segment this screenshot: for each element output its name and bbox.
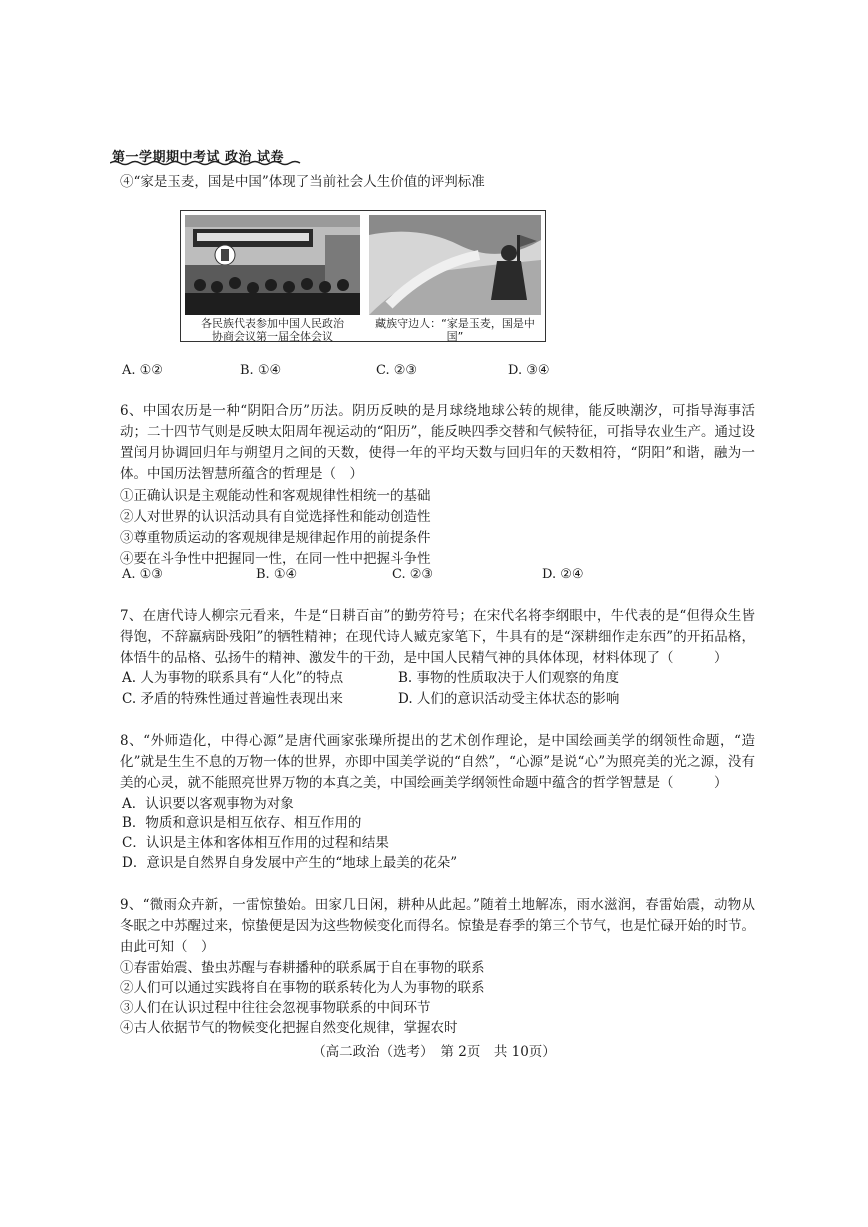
border-guard-photo [369, 215, 541, 315]
q7-option-d[interactable]: D. 人们的意识活动受主体状态的影响 [398, 691, 620, 707]
q6-option-d[interactable]: D. ②④ [542, 567, 584, 582]
q8-option-c[interactable]: C．认识是主体和客体相互作用的过程和结果 [122, 835, 389, 851]
caption-left-line-1: 各民族代表参加中国人民政治 [201, 317, 344, 330]
q5-option-a[interactable]: A. ①② [122, 363, 163, 378]
q5-option-d[interactable]: D. ③④ [508, 363, 550, 378]
figure-caption-right: 藏族守边人：“家是玉麦，国是中国” [375, 317, 535, 343]
q9-item-3: ③人们在认识过程中往往会忽视事物联系的中间环节 [120, 1000, 431, 1016]
q6-option-a[interactable]: A. ①③ [122, 567, 163, 582]
congress-photo [185, 215, 360, 315]
q6-item-3: ③尊重物质运动的客观规律是规律起作用的前提条件 [120, 530, 431, 546]
q7-option-c[interactable]: C. 矛盾的特殊性通过普遍性表现出来 [122, 691, 343, 707]
q5-figure [180, 210, 546, 342]
q6-option-b[interactable]: B. ①④ [256, 567, 298, 582]
header-wavy-underline [110, 160, 305, 166]
caption-left-line-2: 协商会议第一届全体会议 [212, 330, 333, 343]
q5-item-4: ④“家是玉麦，国是中国”体现了当前社会人生价值的评判标准 [120, 174, 485, 190]
q8-option-d[interactable]: D．意识是自然界自身发展中产生的“地球上最美的花朵” [122, 855, 458, 871]
q7-stem: 7、在唐代诗人柳宗元看来，牛是“日耕百亩”的勤劳符号；在宋代名将李纲眼中，牛代表的是“但得众生皆得饱，不辞羸病卧残阳”的牺牲精神；在现代诗人臧克家笔下，牛具有的是“深耕细作走东西”的开拓品格，体悟牛的品格、弘扬牛的精神、激发牛的干劲，是中国人民精气神的具体体现，材料体现了（ ） [120, 608, 755, 666]
q8-option-b[interactable]: B．物质和意识是相互依存、相互作用的 [122, 815, 362, 831]
q5-option-b[interactable]: B. ①④ [240, 363, 282, 378]
figure-caption-left [185, 317, 360, 343]
page-footer: （高二政治（选考） 第 2页 共 10页） [312, 1044, 556, 1060]
q6-stem: 6、中国农历是一种“阴阳合历”历法。阴历反映的是月球绕地球公转的规律，能反映潮汐，可指导海事活动；二十四节气则是反映太阳周年视运动的“阳历”，能反映四季交替和气候特征，可指导农业生产。通过设置闰月协调回归年与朔望月之间的天数，使得一年的平均天数与回归年的天数相符，“阴阳”和谐，融为一体。中国历法智慧所蕴含的哲理是（ ） [120, 403, 755, 482]
q9-item-2: ②人们可以通过实践将自在事物的联系转化为人为事物的联系 [120, 980, 485, 996]
q6-item-4: ④要在斗争性中把握同一性，在同一性中把握斗争性 [120, 551, 431, 567]
q9-item-1: ①春雷始震、蛰虫苏醒与春耕播种的联系属于自在事物的联系 [120, 960, 485, 976]
q6-option-c[interactable]: C. ②③ [392, 567, 434, 582]
q9-stem: 9、“微雨众卉新，一雷惊蛰始。田家几日闲，耕种从此起。”随着土地解冻，雨水滋润，春雷始震，动物从冬眠之中苏醒过来，惊蛰便是因为这些物候变化而得名。惊蛰是春季的第三个节气，也是忙碌开始的时节。由此可知（ ） [120, 897, 755, 955]
exam-header: 第一学期期中考试 政治 试卷 [112, 150, 285, 165]
q9-item-4: ④古人依据节气的物候变化把握自然变化规律，掌握农时 [120, 1020, 458, 1036]
q7-option-a[interactable]: A. 人为事物的联系具有“人化”的特点 [122, 670, 344, 686]
q8-stem: 8、“外师造化，中得心源”是唐代画家张璪所提出的艺术创作理论，是中国绘画美学的纲领性命题，“造化”就是生生不息的万物一体的世界，亦即中国美学说的“自然”，“心源”是说“心”为照亮美的光之源，没有美的心灵，就不能照亮世界万物的本真之美，中国绘画美学纲领性命题中蕴含的哲学智慧是（ ） [120, 733, 755, 791]
q5-option-c[interactable]: C. ②③ [376, 363, 418, 378]
q8-option-a[interactable]: A．认识要以客观事物为对象 [122, 796, 294, 812]
q7-option-b[interactable]: B. 事物的性质取决于人们观察的角度 [398, 670, 620, 686]
q6-item-1: ①正确认识是主观能动性和客观规律性相统一的基础 [120, 488, 431, 504]
q6-item-2: ②人对世界的认识活动具有自觉选择性和能动创造性 [120, 509, 431, 525]
